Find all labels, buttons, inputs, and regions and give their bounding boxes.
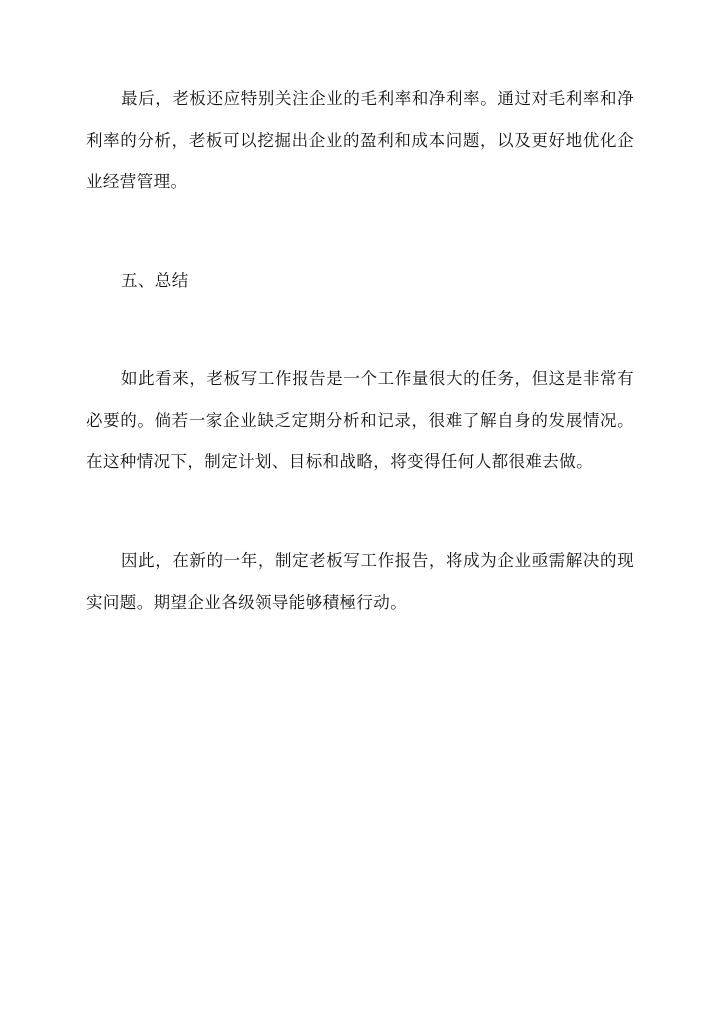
paragraph-report-necessity: 如此看来，老板写工作报告是一个工作量很大的任务，但这是非常有必要的。倘若一家企业缺乏定期分析和记录，很难了解自身的发展情况。在这种情况下，制定计划、目标和战略，将变得任何人都很难去做。 [86, 369, 634, 471]
paragraph-conclusion: 因此，在新的一年，制定老板写工作报告，将成为企业亟需解决的现实问题。期望企业各级领导能够積極行动。 [86, 551, 634, 612]
section-heading-summary: 五、总结 [121, 271, 189, 290]
paragraph-profit-margin: 最后，老板还应特别关注企业的毛利率和净利率。通过对毛利率和净利率的分析，老板可以挖掘出企业的盈利和成本问题，以及更好地优化企业经营管理。 [86, 89, 634, 191]
